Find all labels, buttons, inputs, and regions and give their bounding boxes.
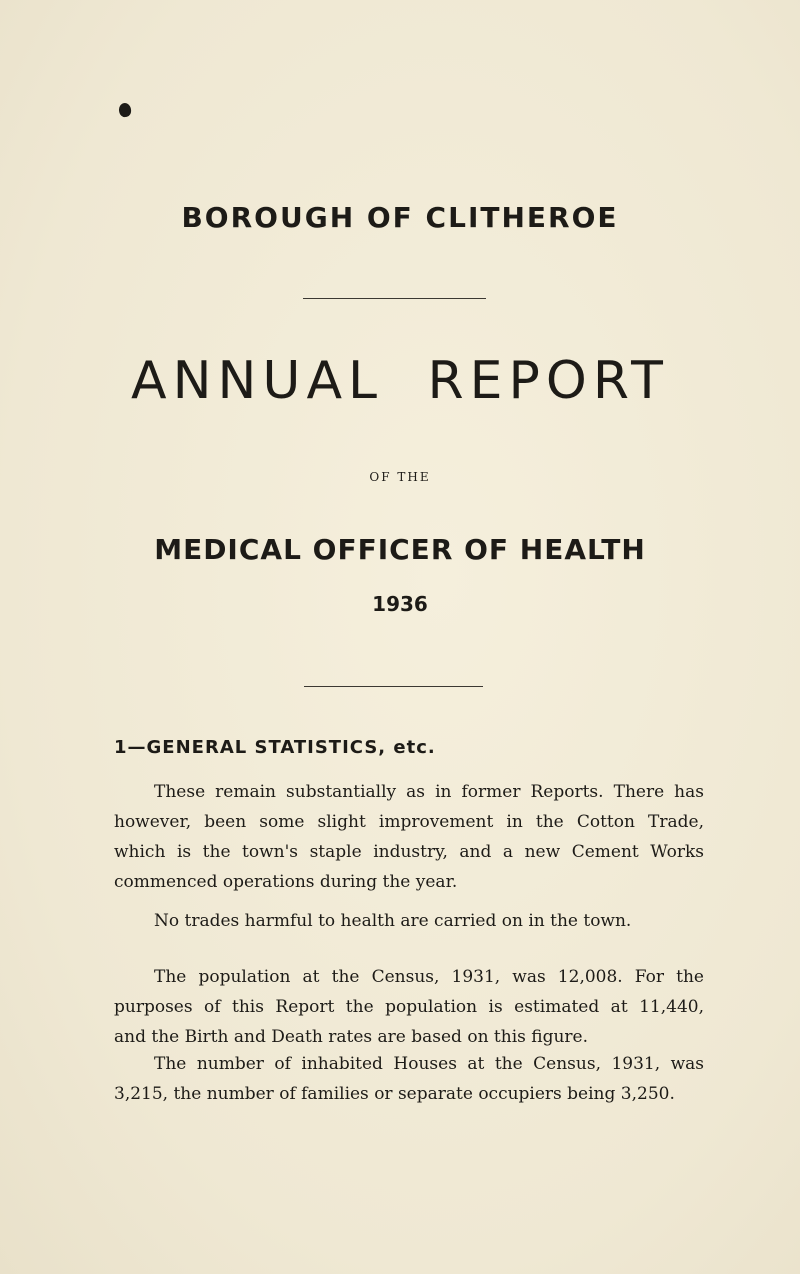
text-line: These remain substantially as in former Reports. There has (154, 782, 704, 802)
report-year: 1936 (372, 592, 428, 616)
section-heading: 1—GENERAL STATISTICS, etc. (114, 737, 436, 758)
text-line: which is the town's staple industry, and a new Cement Works (114, 842, 704, 862)
text-line: The population at the Census, 1931, was 12,008. For the (154, 967, 704, 987)
divider-top (303, 298, 486, 299)
text-line: and the Birth and Death rates are based on this figure. (114, 1027, 589, 1047)
text-line: purposes of this Report the population is estimated at 11,440, (114, 997, 704, 1017)
text-line: however, been some slight improvement in the Cotton Trade, (114, 812, 704, 832)
borough-title: BOROUGH OF CLITHEROE (181, 201, 619, 234)
paragraph-population (114, 962, 704, 1052)
report-title: ANNUAL REPORT (131, 351, 669, 411)
text-line: commenced operations during the year. (114, 872, 458, 892)
text-line: The number of inhabited Houses at the Census, 1931, was (154, 1054, 704, 1074)
officer-title: MEDICAL OFFICER OF HEALTH (154, 533, 646, 566)
divider-bottom (304, 686, 483, 687)
ink-blot-mark (118, 102, 132, 118)
text-line: 3,215, the number of families or separate occupiers being 3,250. (114, 1084, 675, 1104)
paragraph-houses (114, 1049, 704, 1109)
paragraph-general (114, 777, 704, 897)
text-line: No trades harmful to health are carried on in the town. (154, 911, 632, 931)
paragraph-trades (114, 906, 704, 936)
of-the-label: OF THE (369, 470, 431, 484)
